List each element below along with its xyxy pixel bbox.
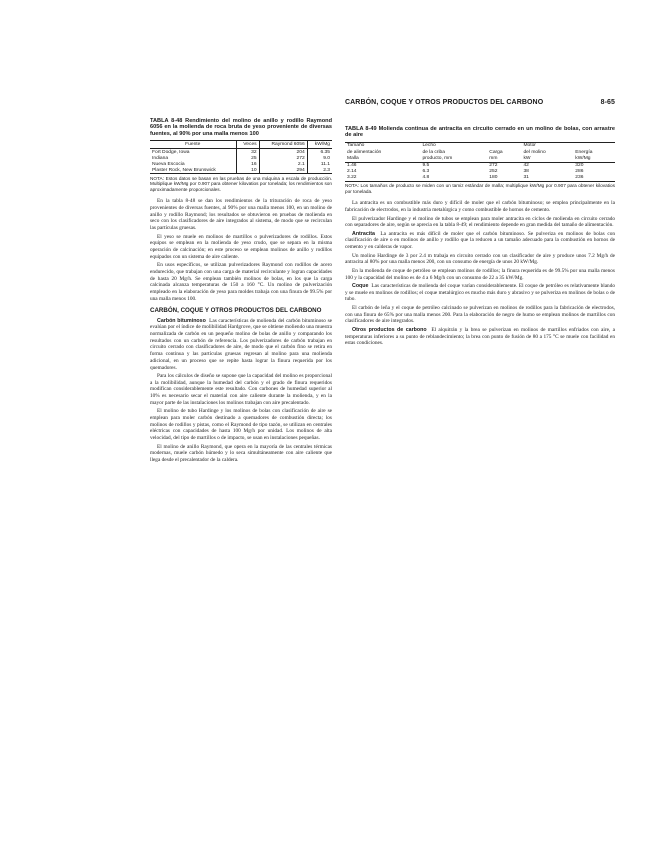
body-paragraph [345, 231, 615, 251]
table-header-cell: Malla [345, 155, 420, 162]
table-cell: 2.14 [347, 169, 357, 175]
body-paragraph [150, 318, 332, 372]
table-cell: 16 [236, 161, 259, 167]
table-header-cell: mm [487, 155, 521, 162]
table-cell: 204 [259, 149, 307, 156]
body-paragraph: El carbón de leña y el coque de petróleo calcinado se pulverizan en molinos de rodillos para la fabricación de electrodos, con una finura de 65% por una malla menos 200. Para la elaboración de negro de humo se emplean molinos de martillos con clasificadores de aire integrados. [345, 304, 615, 325]
table-cell: 6.3 [422, 169, 430, 175]
table-cell: 3.22 [347, 175, 357, 181]
table-header-cell: del molino [523, 149, 546, 155]
body-paragraph: En la molienda de coque de petróleo se emplean molinos de rodillos; la finura requerida es de 99.5% por una malla menos 100 y la capacidad del molino es de 4 a 6 Mg/h con un consumo de 22 a 35 kW/Mg. [345, 267, 615, 281]
body-paragraph: El yeso se muele en molinos de martillos o pulverizadores de rodillos. Estos equipos se emplean en la molienda de yeso crudo, que se separa en la misma operación de calcinación; en este proceso se emplean molinos de anillo y rodillos equipados con un sistema de aire caliente. [150, 233, 332, 260]
table-8-49-note: NOTA: Los tamaños de producto se miden con un tamiz estándar de malla; multiplique kW/Mg por 0.907 para obtener kilovatios por tonelada. [345, 183, 615, 194]
table-cell: 38 [523, 169, 529, 175]
table-header-cell: kW/Mg [307, 140, 332, 148]
left-column [150, 118, 332, 466]
table-header-cell: Energía [575, 149, 593, 155]
table-header-cell: kW/Mg [573, 155, 615, 162]
paragraph-text: Las características de molienda del coque varían considerablemente. El coque de petróleo es relativamente blando y se muele en molinos de rodillos; el coque metalúrgico es mucho más duro y abrasivo y se pulveriza en molinos de bolas o de tubo. [345, 283, 616, 303]
table-header-cell: Tamaño [347, 143, 365, 149]
table-header-cell: Fuente [150, 140, 236, 148]
table-cell: 10 [236, 167, 259, 174]
body-paragraph: Para los cálculos de diseño se supone que la capacidad del molino es proporcional a la molibilidad, aunque la humedad del carbón y el grado de finura requeridos modifican considerablemente este resultado. Con carbones de humedad superior al 10% es necesario secar el material con aire caliente durante la molienda, y en la mayor parte de las instalaciones los molinos trabajan con aire precalentado. [150, 373, 332, 406]
table-header-cell: de la criba [422, 149, 446, 155]
body-paragraph [345, 283, 615, 303]
table-8-49 [345, 142, 615, 182]
table-cell: 32 [236, 149, 259, 156]
running-header [345, 99, 615, 106]
body-paragraph: En usos específicos, se utilizan pulverizadores Raymond con rodillos de acero endurecido, que trabajan con una carga de material recirculante y logran capacidades de hasta 20 Mg/h. Se emplean también molinos de bolas, en los que la carga calcinada alcanza temperaturas de 150 a 160 °C. Un molino de pulverización empleado en la elaboración de yeso para moldes trabaja con una finura de 99.5% por una malla menos 100. [150, 262, 332, 302]
run-in-heading: Carbón bituminoso [157, 317, 206, 324]
table-cell: 42 [523, 163, 529, 169]
table-8-49-title: TABLA 8-49 Molienda continua de antracita en circuito cerrado en un molino de bolas, con arrastre de aire [345, 126, 615, 139]
paragraph-text: El alquitrán y la brea se pulverizan en molinos de martillos enfriados con aire, a temperaturas inferiores a su punto de reblandecimiento; la brea con punto de fusión de 80 a 175 °C se muele con facilidad en estas condiciones. [345, 326, 616, 347]
right-column [345, 126, 615, 349]
body-paragraph: El molino de anillo Raymond, que opera en la mayoría de las centrales térmicas modernas, muele carbón húmedo y lo seca simultáneamente con aire caliente que llega desde el precalentador de la caldera. [150, 443, 332, 464]
table-cell: Nueva Escocia [152, 161, 185, 167]
table-cell: 1.46 [347, 163, 357, 169]
body-paragraph [345, 327, 615, 347]
table-cell: 4.8 [422, 175, 430, 181]
body-paragraph: El pulverizador Hardinge y el molino de tubos se emplean para moler antracita en ciclos de molienda en circuito cerrado con separadores de aire, según se aprecia en la tabla 8-49; el rendimiento depende en gran medida del tamaño de alimentación. [345, 215, 615, 229]
table-cell: 272 [259, 155, 307, 161]
table-header-cell: producto, mm [420, 155, 487, 162]
table-header-cell: kW [521, 155, 573, 162]
run-in-heading: Coque [352, 283, 369, 290]
table-cell: 25 [236, 155, 259, 161]
table-cell: Fort Dodge, Iowa [152, 149, 190, 155]
table-cell: 2.1 [259, 161, 307, 167]
table-cell: 236 [575, 175, 584, 181]
section-heading: CARBÓN, COQUE Y OTROS PRODUCTOS DEL CARBONO [150, 307, 322, 315]
paragraph-text: Las características de molienda del carbón bituminoso se evalúan por el índice de molibilidad Hardgrove, que se obtiene moliendo una muestra normalizada de carbón en un pequeño molino de bolas de anillo y comparando los resultados con un carbón de referencia. Los pulverizadores de carbón trabajan en circuito cerrado con clasificadores de aire, de modo que el carbón fino se retira en forma continua y las partículas gruesas regresan al molino para una molienda adicional, en un proceso que se repite hasta lograr la finura requerida por los quemadores. [150, 317, 332, 371]
table-8-48-note: NOTA: Estos datos se basan en las pruebas de una máquina a escala de producción. Multiplique kW/Mg por 0.907 para obtener kilovatios por tonelada; los rendimientos son aproximadamente proporcionales. [150, 175, 332, 192]
table-header-cell: de alimentación [347, 149, 382, 155]
table-cell: Indiana [152, 155, 169, 161]
table-row [345, 175, 615, 182]
table-cell: 286 [575, 169, 584, 175]
body-paragraph: El molino de tubo Hardinge y los molinos de bolas con clasificación de aire se emplean para moler carbón destinado a quemadores de combustión directa; los molinos de rodillos y pistas, como el Raymond de tipo tazón, se utilizan en centrales eléctricas con capacidades de hasta 100 Mg/h por unidad. Los molinos de alta velocidad, del tipo de martillos o de impacto, se usan en instalaciones pequeñas. [150, 408, 332, 442]
running-title: CARBÓN, COQUE Y OTROS PRODUCTOS DEL CARBONO [345, 99, 544, 106]
table-cell: 180 [489, 175, 498, 181]
table-cell: 9.0 [307, 155, 332, 161]
table-cell: 11.1 [307, 161, 332, 167]
table-header-cell [487, 142, 521, 149]
table-8-48-title: TABLA 8-48 Rendimiento del molino de anillo y rodillo Raymond 6056 en la molienda de roca bruta de yeso proveniente de diversas fuentes, al 90% por una malla menos 100 [150, 118, 332, 137]
paragraph-text: La antracita es más difícil de moler que el carbón bituminoso. Se pulveriza en molinos de bolas con clasificación de aire o en molinos de anillo y rodillo que la reducen a un tamaño adecuado para la combustión en hornos de cemento y en calderas de vapor. [345, 230, 615, 251]
table-row [150, 167, 332, 174]
table-header-cell: Motor [523, 143, 536, 149]
table-header-cell: Lecho [422, 143, 436, 149]
table-cell: Plaster Rock, New Brunswick [152, 167, 216, 173]
table-cell: 272 [489, 163, 498, 169]
run-in-heading: Otros productos de carbono [352, 326, 427, 333]
page-number: 8-65 [600, 99, 615, 106]
table-cell: 294 [259, 167, 307, 174]
table-header-cell: Veces [236, 140, 259, 148]
body-paragraph: Un molino Hardinge de 3 por 2.4 m trabaja en circuito cerrado con un clasificador de aire y produce unos 7.2 Mg/h de antracita al 80% por una malla menos 200, con un consumo de energía de unos 20 kW/Mg. [345, 252, 615, 266]
table-header-cell: Carga [489, 149, 503, 155]
body-paragraph: La antracita es un combustible más duro y difícil de moler que el carbón bituminoso; se emplea principalmente en la fabricación de electrodos, en la industria metalúrgica y como combustible de hornos de cemento. [345, 200, 615, 214]
table-cell: 31 [523, 175, 529, 181]
table-cell: 320 [575, 163, 584, 169]
table-8-48 [150, 140, 332, 174]
table-cell: 252 [489, 169, 498, 175]
body-paragraph: En la tabla 8-48 se dan los rendimientos de la trituración de roca de yeso provenientes de diversas fuentes, al 90% por una malla menos 100, en un molino de anillo y rodillo Raymond; los resultados se obtuvieron en pruebas de molienda en seco con los clasificadores de aire integrados al sistema, de modo que se recirculan las partículas gruesas. [150, 198, 332, 232]
table-cell: 6.35 [307, 149, 332, 156]
table-cell: 9.5 [422, 163, 430, 169]
table-cell: 2.3 [307, 167, 332, 174]
table-header-cell: Raymond 6056 [259, 140, 307, 148]
run-in-heading: Antracita [352, 230, 375, 237]
